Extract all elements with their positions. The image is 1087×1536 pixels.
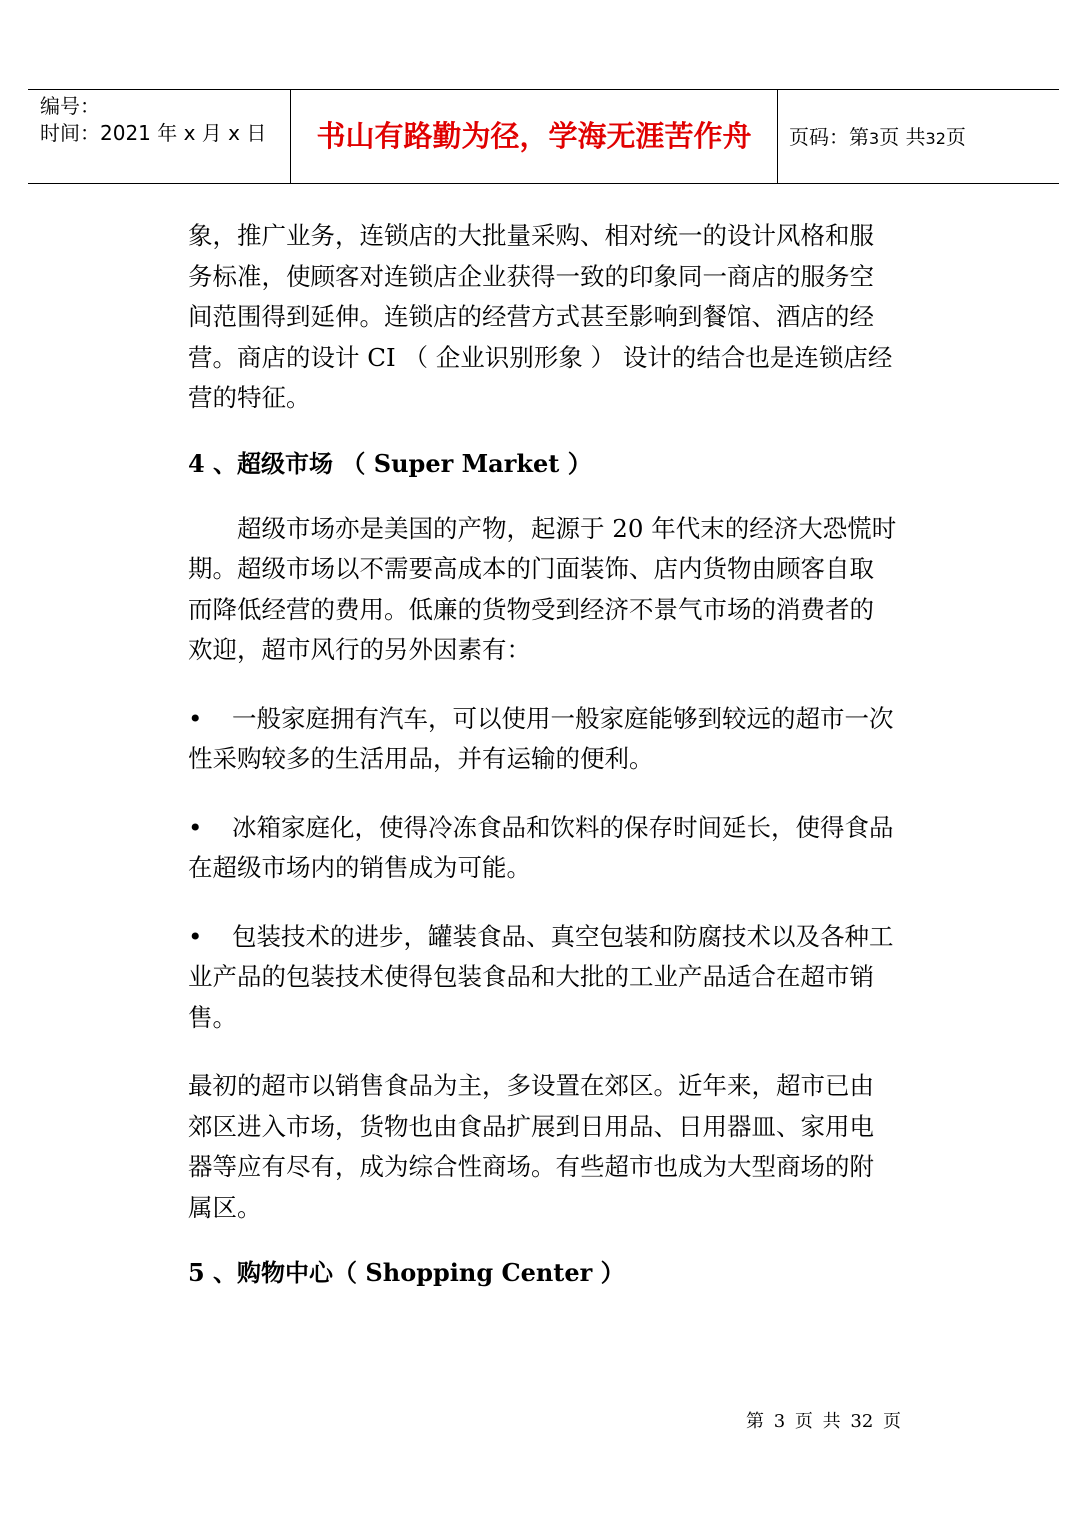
text-line: 业产品的包装技术使得包装食品和大批的工业产品适合在超市销	[188, 962, 874, 991]
text-line: 营的特征。	[188, 383, 311, 412]
text-line: 间范围得到延伸。连锁店的经营方式甚至影响到餐馆、酒店的经	[188, 302, 874, 331]
page-code-mid: 页 共	[879, 125, 926, 149]
text-line: 而降低经营的费用。低廉的货物受到经济不景气市场的消费者的	[188, 594, 874, 624]
text-line: 属区。	[188, 1192, 262, 1222]
document-body	[188, 216, 904, 1290]
page-code-suffix: 页	[945, 125, 966, 149]
text-line: 器等应有尽有，成为综合性商场。有些超市也成为大型商场的附	[188, 1152, 874, 1181]
bullet-icon: •	[188, 812, 203, 842]
text-line: 象，推广业务，连锁店的大批量采购、相对统一的设计风格和服	[188, 221, 874, 250]
text-line: 售。	[188, 1002, 237, 1032]
text-line: 务标准，使顾客对连锁店企业获得一致的印象同一商店的服务空	[188, 261, 874, 291]
page-code	[789, 124, 966, 152]
bullet-icon: •	[188, 703, 203, 733]
section-heading-shopping-center: 5 、购物中心（ Shopping Center ）	[188, 1258, 625, 1287]
paragraph-chain-store	[188, 216, 904, 419]
time-label: 时间：2021 年 x 月 x 日	[40, 121, 267, 145]
bullet-item-packaging	[188, 917, 904, 1039]
text-line: 冰箱家庭化，使得冷冻食品和饮料的保存时间延长，使得食品	[232, 812, 894, 842]
text-line: 郊区进入市场，货物也由食品扩展到日用品、日用器皿、家用电	[188, 1111, 874, 1141]
text-line: 包装技术的进步，罐装食品、真空包装和防腐技术以及各种工	[232, 921, 894, 951]
header-meta-cell	[28, 90, 290, 183]
text-line: 一般家庭拥有汽车，可以使用一般家庭能够到较远的超市一次	[232, 703, 894, 733]
page-code-current: 3	[869, 129, 880, 148]
text-line: 最初的超市以销售食品为主，多设置在郊区。近年来，超市已由	[188, 1071, 874, 1100]
bullet-item-refrigerators	[188, 808, 904, 889]
section-heading-supermarket: 4 、超级市场 （ Super Market ）	[188, 448, 592, 478]
text-line: 欢迎，超市风行的另外因素有：	[188, 635, 531, 664]
motto: 书山有路勤为径，学海无涯苦作舟	[316, 119, 752, 153]
page-code-total: 32	[925, 129, 946, 148]
page-code-prefix: 页码：第	[789, 125, 869, 149]
paragraph-supermarket-origin	[188, 509, 904, 671]
header-motto-cell	[290, 90, 778, 183]
text-line: 在超级市场内的销售成为可能。	[188, 853, 531, 882]
page-header	[28, 89, 1059, 184]
bullet-icon: •	[188, 921, 203, 951]
text-line: 营。商店的设计 CI （ 企业识别形象 ） 设计的结合也是连锁店经	[188, 342, 893, 372]
text-line: 超级市场亦是美国的产物，起源于 20 年代末的经济大恐慌时	[237, 513, 897, 543]
text-line: 期。超级市场以不需要高成本的门面装饰、店内货物由顾客自取	[188, 554, 874, 583]
number-label: 编号：	[40, 94, 100, 118]
header-page-cell	[777, 90, 1059, 183]
bullet-item-cars	[188, 699, 904, 780]
page-footer: 第 3 页 共 32 页	[746, 1411, 901, 1432]
text-line: 性采购较多的生活用品，并有运输的便利。	[188, 744, 654, 773]
paragraph-supermarket-development	[188, 1066, 904, 1228]
